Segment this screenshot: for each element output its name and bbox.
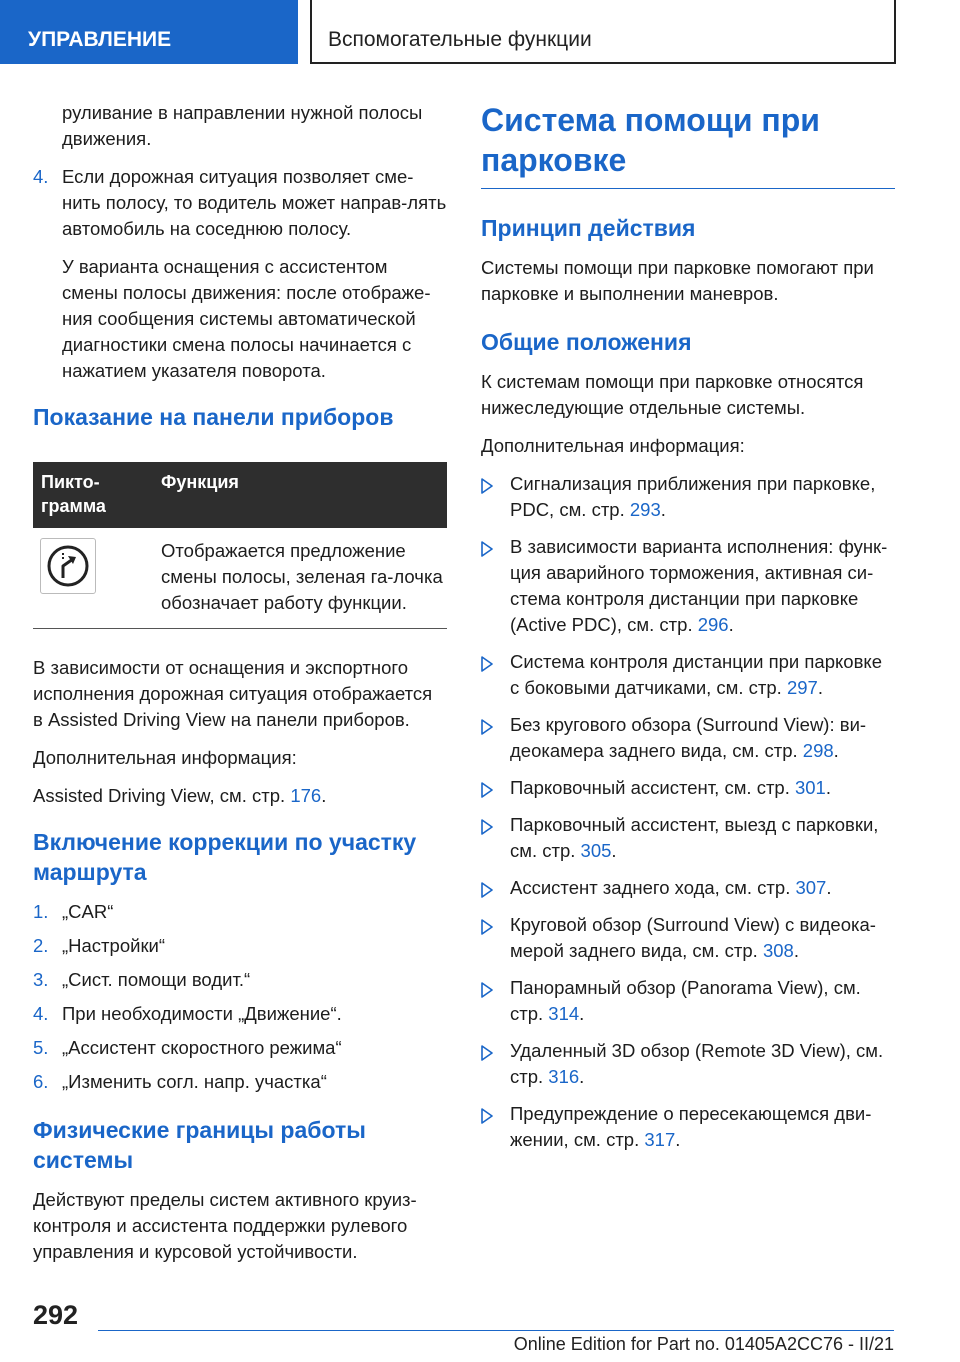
page-link[interactable]: 314	[548, 1003, 580, 1024]
item-text: Система контроля дистанции при парковке с боковыми датчиками, см. стр.	[510, 651, 882, 698]
list-item: Парковочный ассистент, см. стр. 301.	[481, 775, 895, 801]
enable-heading: Включение коррекции по участку маршрута	[33, 829, 417, 885]
list-item	[33, 967, 447, 993]
more-info-label: Дополнительная информация:	[481, 435, 745, 456]
step-text: При необходимости „Движение“.	[62, 1003, 342, 1024]
item-text: Панорамный обзор (Panorama View), см. стр.	[510, 977, 861, 1024]
page-link[interactable]: 298	[802, 740, 834, 761]
step-4	[33, 164, 447, 242]
step-number: 1.	[33, 901, 49, 922]
general-heading: Общие положения	[481, 329, 692, 355]
principle-heading: Принцип действия	[481, 215, 696, 241]
page-link[interactable]: 308	[762, 940, 794, 961]
list-item	[33, 1069, 447, 1095]
list-item: Удаленный 3D обзор (Remote 3D View), см. стр. 316.	[481, 1038, 895, 1090]
limits-text: Действуют пределы систем активного круиз-контроля и ассистента поддержки рулевого управления и курсовой устойчивости.	[33, 1189, 417, 1262]
page-link[interactable]: 307	[795, 877, 827, 898]
table-row	[33, 528, 447, 628]
triangle-bullet-icon	[481, 1042, 493, 1068]
table-cell-function: Отображается предложение смены полосы, зеленая га-лочка обозначает работу функции.	[161, 540, 443, 613]
step-text: Если дорожная ситуация позволяет сме-нить полосу, то водитель может направ-лять автомобиль на соседнюю полосу.	[62, 166, 447, 239]
pictogram-table	[33, 462, 447, 629]
triangle-bullet-icon	[481, 475, 493, 501]
item-text: Круговой обзор (Surround View) с видеока-мерой заднего вида, см. стр.	[510, 914, 876, 961]
step-number: 2.	[33, 935, 49, 956]
reference: Assisted Driving View, см. стр. 176.	[33, 785, 327, 806]
item-text: Удаленный 3D обзор (Remote 3D View), см. стр.	[510, 1040, 884, 1087]
edition-text: Online Edition for Part no. 01405A2CC76 - II/21	[513, 1334, 894, 1354]
list-item	[33, 899, 447, 925]
list-item	[33, 1001, 447, 1027]
systems-list	[481, 471, 895, 1153]
list-item: Сигнализация приближения при парковке, PDC, см. стр. 293.	[481, 471, 895, 523]
list-item: Круговой обзор (Surround View) с видеока-мерой заднего вида, см. стр. 308.	[481, 912, 895, 964]
enable-steps-list	[33, 899, 447, 1095]
step-number: 6.	[33, 1071, 49, 1092]
step-text: „Ассистент скоростного режима“	[62, 1037, 342, 1058]
triangle-bullet-icon	[481, 816, 493, 842]
page-link[interactable]: 293	[629, 499, 661, 520]
footer-divider	[98, 1330, 894, 1331]
col-header-function: Функция	[161, 472, 239, 492]
list-item: Ассистент заднего хода, см. стр. 307.	[481, 875, 895, 901]
triangle-bullet-icon	[481, 779, 493, 805]
list-item: Система контроля дистанции при парковке с боковыми датчиками, см. стр. 297.	[481, 649, 895, 701]
section-tab[interactable]: УПРАВЛЕНИЕ	[0, 0, 298, 64]
page-link[interactable]: 176	[290, 785, 322, 806]
list-item	[33, 933, 447, 959]
list-item	[33, 1035, 447, 1061]
list-item: Парковочный ассистент, выезд с парковки, см. стр. 305.	[481, 812, 895, 864]
triangle-bullet-icon	[481, 879, 493, 905]
step-text: „Настройки“	[62, 935, 166, 956]
right-column	[481, 100, 895, 1164]
step-4-note: У варианта оснащения с ассистентом смены полосы движения: после отображе-ния сообщения системы автоматической диагностики смена полосы начинается с нажатием указателя поворота.	[62, 256, 431, 381]
limits-heading: Физические границы работы системы	[33, 1117, 366, 1173]
page-link[interactable]: 301	[794, 777, 826, 798]
chapter-title: Вспомогательные функции	[310, 0, 896, 64]
item-text: Парковочный ассистент, выезд с парковки, см. стр.	[510, 814, 879, 861]
step-number: 4.	[33, 1003, 49, 1024]
triangle-bullet-icon	[481, 979, 493, 1005]
step-text: „Изменить согл. напр. участка“	[62, 1071, 327, 1092]
triangle-bullet-icon	[481, 538, 493, 564]
display-heading: Показание на панели приборов	[33, 404, 394, 430]
triangle-bullet-icon	[481, 653, 493, 679]
page-link[interactable]: 317	[644, 1129, 676, 1150]
step-number: 4.	[33, 166, 49, 187]
triangle-bullet-icon	[481, 916, 493, 942]
step-number: 3.	[33, 969, 49, 990]
display-description: В зависимости от оснащения и экспортного исполнения дорожная ситуация отображается в Assisted Driving View на панели приборов.	[33, 657, 433, 730]
step-number: 5.	[33, 1037, 49, 1058]
page-link[interactable]: 297	[786, 677, 818, 698]
item-text: В зависимости варианта исполнения: функ-ция аварийного торможения, активная си-стема контроля дистанции при парковке (Active PDC), см. стр.	[510, 536, 888, 635]
step-text: „CAR“	[62, 901, 114, 922]
more-info-label: Дополнительная информация:	[33, 747, 297, 768]
item-text: Парковочный ассистент, см. стр.	[510, 777, 795, 798]
page-link[interactable]: 296	[697, 614, 729, 635]
col-header-pictogram: Пикто-грамма	[41, 472, 106, 516]
continued-step-text: руливание в направлении нужной полосы движения.	[62, 102, 423, 149]
step-text: „Сист. помощи водит.“	[62, 969, 251, 990]
page-number: 292	[33, 1300, 79, 1330]
main-heading: Система помощи при парковке	[481, 100, 895, 189]
list-item: Панорамный обзор (Panorama View), см. стр. 314.	[481, 975, 895, 1027]
page-link[interactable]: 316	[548, 1066, 580, 1087]
item-text: Сигнализация приближения при парковке, PDC, см. стр.	[510, 473, 876, 520]
page-link[interactable]: 305	[580, 840, 612, 861]
item-text: Без кругового обзора (Surround View): ви-деокамера заднего вида, см. стр.	[510, 714, 867, 761]
triangle-bullet-icon	[481, 1105, 493, 1131]
lane-change-arrow-icon	[40, 538, 96, 594]
left-column	[33, 100, 447, 1277]
list-item: Предупреждение о пересекающемся дви-жении, см. стр. 317.	[481, 1101, 895, 1153]
general-text: К системам помощи при парковке относятся нижеследующие отдельные системы.	[481, 371, 864, 418]
table-header	[33, 462, 447, 528]
item-text: Ассистент заднего хода, см. стр.	[510, 877, 796, 898]
item-text: Предупреждение о пересекающемся дви-жении, см. стр.	[510, 1103, 872, 1150]
principle-text: Системы помощи при парковке помогают при парковке и выполнении маневров.	[481, 257, 874, 304]
list-item: В зависимости варианта исполнения: функ-ция аварийного торможения, активная си-стема контроля дистанции при парковке (Active PDC), см. стр. 296.	[481, 534, 895, 638]
list-item: Без кругового обзора (Surround View): ви-деокамера заднего вида, см. стр. 298.	[481, 712, 895, 764]
triangle-bullet-icon	[481, 716, 493, 742]
